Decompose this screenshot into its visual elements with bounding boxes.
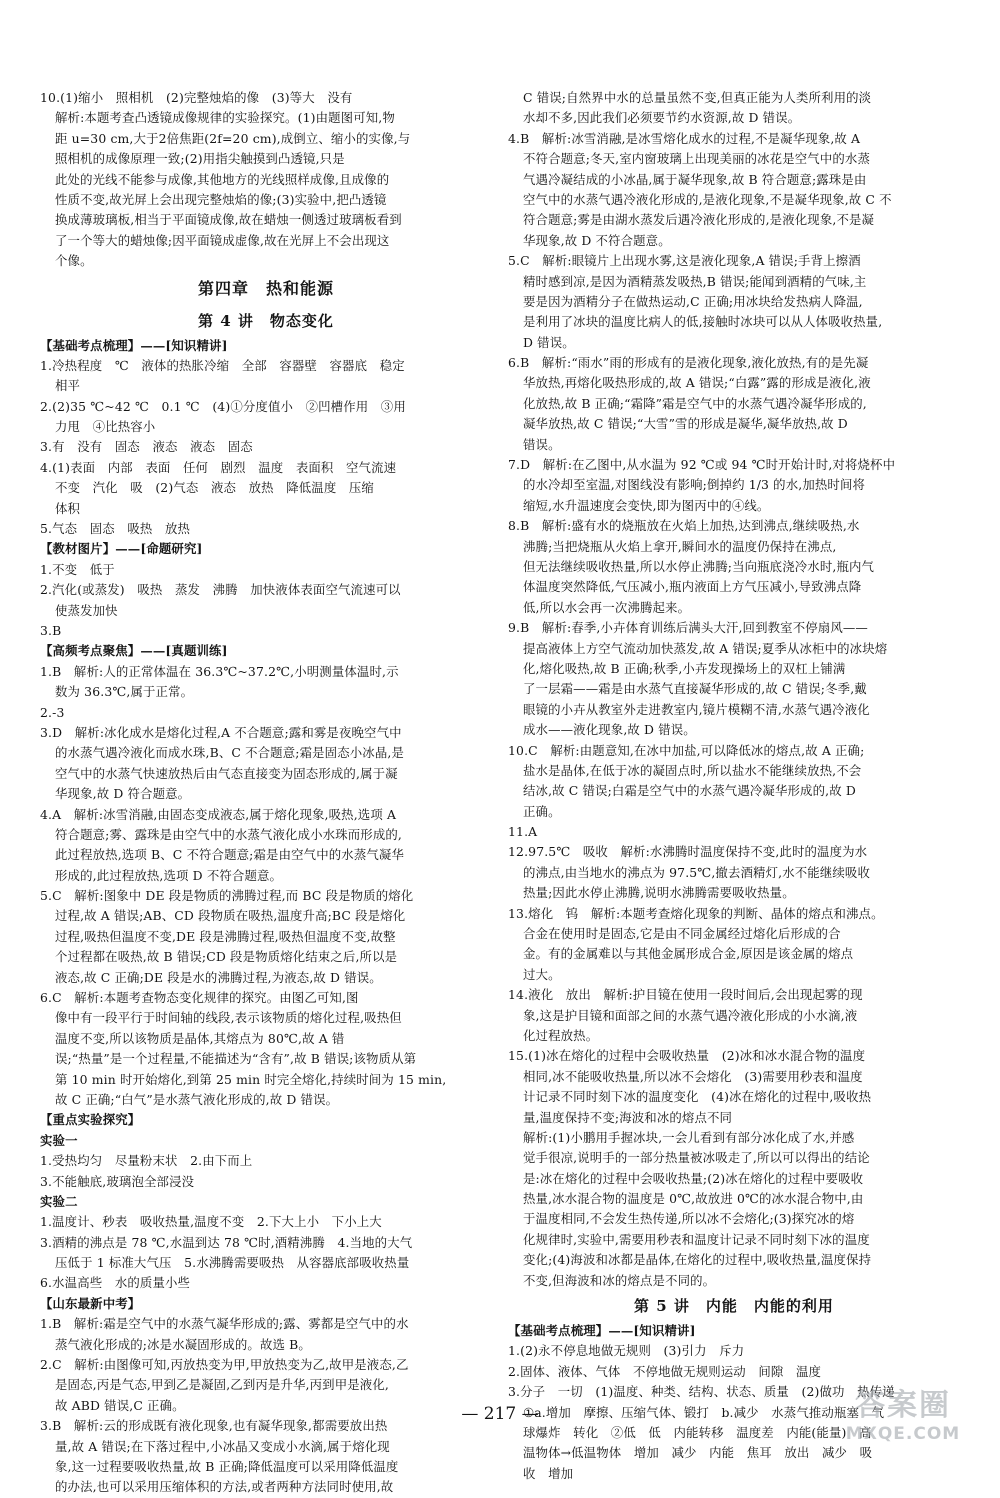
text-line: 1.B 解析:霜是空气中的水蒸气凝华形成的;露、雾都是空气中的水 [40, 1316, 409, 1332]
text-line: 低,所以水会再一次沸腾起来。 [523, 599, 691, 615]
text-line: 8.B 解析:盛有水的烧瓶放在火焰上加热,达到沸点,继续吸热,水 [508, 518, 860, 534]
text-line: 了一个等大的蜡烛像;因平面镜成虚像,故在光屏上不会出现这 [55, 232, 390, 248]
text-line: 6.B 解析:“雨水”雨的形成有的是液化现象,液化放热,有的是先凝 [508, 355, 869, 371]
text-line: 是固态,丙是气态,甲到乙是凝固,乙到丙是升华,丙到甲是液化, [55, 1377, 389, 1393]
text-line: 【基础考点梳理】——[知识精讲] [40, 337, 228, 353]
text-line: 球爆炸 转化 ②低 低 内能转移 温度差 内能(能量) 高 [523, 1425, 872, 1440]
text-line: 11.A [508, 824, 538, 840]
text-line: 的水冷却至室温,对图线没有影响;倒掉约 1/3 的水,加热时间将 [523, 477, 866, 493]
text-line: 1.受热均匀 尽量粉末状 2.由下而上 [40, 1153, 253, 1169]
left-column [40, 88, 492, 1498]
text-line: 5.C 解析:图象中 DE 段是物质的沸腾过程,而 BC 段是物质的熔化 [40, 888, 414, 904]
text-line: 是利用了冰块的温度比病人的低,接触时冰块可以从人体吸收热量, [523, 314, 883, 330]
text-line: 1.(2)永不停息地做无规则 (3)引力 斥力 [508, 1343, 745, 1359]
text-line: 4.B 解析:冰雪消融,是冰雪熔化成水的过程,不是凝华现象,故 A [508, 130, 861, 146]
text-line: 空气中的水蒸气遇冷液化形成的,是液化现象,不是凝华现象,故 C 不 [523, 191, 892, 207]
text-line: 蒸气液化形成的;冰是水凝固形成的。故选 B。 [55, 1336, 311, 1352]
text-line: 3.D 解析:冰化成水是熔化过程,A 不合题意;露和雾是夜晚空气中 [40, 724, 402, 740]
text-line: 3.B 解析:云的形成既有液化现象,也有凝华现象,都需要放出热 [40, 1418, 388, 1434]
text-line: 10.C 解析:由题意知,在冰中加盐,可以降低冰的熔点,故 A 正确; [508, 742, 865, 758]
text-line: 化放热,故 B 正确;“霜降”霜是空气中的水蒸气遇冷凝华形成的, [523, 395, 867, 411]
text-line: 错误。 [523, 436, 561, 452]
text-line: 不变 汽化 吸 (2)气态 液态 放热 降低温度 压缩 [55, 480, 374, 496]
text-line: 1.不变 低于 [40, 561, 115, 577]
text-line: 个过程都在吸热,故 B 错误;CD 段是物质熔化结束之后,所以是 [55, 949, 398, 965]
right-column [508, 88, 960, 1484]
text-line: 是:冰在熔化的过程中会吸收热量;(2)冰在熔化的过程中要吸收 [523, 1170, 864, 1186]
text-line: 了一层霜——霜是由水蒸气直接凝华形成的,故 C 错误;冬季,戴 [523, 681, 867, 697]
text-line: 【高频考点聚焦】——[真题训练] [40, 643, 228, 659]
text-line: 1.冷热程度 ℃ 液体的热胀冷缩 全部 容器壁 容器底 稳定 [40, 357, 405, 373]
text-line: 化,熔化吸热,故 B 正确;秋季,小卉发现操场上的双杠上铺满 [523, 660, 846, 676]
text-line: 成水——液化现象,故 D 错误。 [523, 722, 696, 738]
watermark-logo [828, 1388, 978, 1448]
text-line: 第 10 min 时开始熔化,到第 25 min 时完全熔化,持续时间为 15 min, [55, 1071, 447, 1087]
text-line: 变化;(4)海波和冰都是晶体,在熔化的过程中,吸收热量,温度保持 [523, 1252, 872, 1268]
text-line: 使蒸发加快 [55, 602, 118, 618]
text-line: 化规律时,实验中,需要用秒表和温度计记录不同时刻下冰的温度 [523, 1231, 870, 1247]
text-line: 眼镜的小卉从教室外走进教室内,镜片模糊不清,水蒸气遇冷液化 [523, 701, 870, 717]
text-line: 数为 36.3℃,属于正常。 [55, 684, 194, 700]
text-line: 不符合题意;冬天,室内窗玻璃上出现美丽的冰花是空气中的水蒸 [523, 151, 871, 167]
section-heading: 第四章 热和能源 [197, 278, 334, 298]
text-line: 13.熔化 钨 解析:本题考查熔化现象的判断、晶体的熔点和沸点。 [508, 905, 884, 921]
text-line: 1.温度计、秒表 吸收热量,温度不变 2.下大上小 下小上大 [40, 1214, 382, 1230]
text-line: 解析:本题考查凸透镜成像规律的实验探究。(1)由题图可知,物 [55, 110, 395, 126]
text-line: 结冰,故 C 错误;白霜是空气中的水蒸气遇冷凝华形成的,故 D [523, 783, 856, 799]
text-line: 实验一 [40, 1132, 78, 1148]
text-line: 过程,吸热但温度不变,DE 段是沸腾过程,吸热但温度不变,故整 [55, 928, 396, 944]
text-line: 象,这一过程要吸收热量,故 B 正确;降低温度可以采用降低温度 [55, 1459, 399, 1474]
text-line: 距 u=30 cm,大于2倍焦距(2f=20 cm),成倒立、缩小的实像,与 [55, 130, 411, 146]
text-line: 7.D 解析:在乙图中,从水温为 92 ℃或 94 ℃时开始计时,对将烧杯中 [508, 457, 896, 473]
watermark-text: 答案圈 [855, 1388, 951, 1423]
text-line: 解析:(1)小鹏用手握冰块,一会儿看到有部分冰化成了水,并感 [523, 1129, 855, 1145]
text-line: 2.汽化(或蒸发) 吸热 蒸发 沸腾 加快液体表面空气流速可以 [40, 582, 401, 598]
text-line: 【山东最新中考】 [40, 1295, 141, 1311]
text-line: 凝华放热,故 C 错误;“大雪”雪的形成是凝华,凝华放热,故 D [523, 416, 848, 432]
text-line: 换成薄玻璃板,相当于平面镜成像,故在蜡烛一侧透过玻璃板看到 [55, 212, 402, 228]
text-line: 3.分子 一切 (1)温度、种类、结构、状态、质量 (2)做功 热传递 [508, 1384, 895, 1400]
text-line: 5.气态 固态 吸热 放热 [40, 521, 191, 537]
text-line: 热量;因此水停止沸腾,说明水沸腾需要吸收热量。 [523, 885, 795, 901]
text-line: 此处的光线不能参与成像,其他地方的光线照样成像,且成像的 [55, 171, 390, 187]
text-line: 9.B 解析:春季,小卉体育训练后满头大汗,回到教室不停扇风—— [508, 620, 868, 636]
text-line: 合金在使用时是固态,它是由不同金属经过熔化后形成的合 [523, 926, 841, 942]
text-line: 12.97.5℃ 吸收 解析:水沸腾时温度保持不变,此时的温度为水 [508, 844, 868, 860]
text-line: 10.(1)缩小 照相机 (2)完整烛焰的像 (3)等大 没有 [40, 90, 353, 105]
text-line: 温物体→低温物体 增加 减少 内能 焦耳 放出 减少 吸 [523, 1445, 873, 1461]
text-line: 相平 [55, 378, 81, 394]
page-number: — 217 — [461, 1404, 539, 1424]
text-line: 14.液化 放出 解析:护目镜在使用一段时间后,会出现起雾的现 [508, 987, 863, 1003]
text-line: 1.B 解析:人的正常体温在 36.3℃~37.2℃,小明测量体温时,示 [40, 663, 399, 679]
text-line: 过大。 [523, 966, 561, 982]
text-line: 3.酒精的沸点是 78 ℃,水温到达 78 ℃时,酒精沸腾 4.当地的大气 [40, 1234, 413, 1250]
text-line: 【基础考点梳理】——[知识精讲] [508, 1323, 696, 1339]
text-line: 象,这是护目镜和面部之间的水蒸气遇冷液化形成的小水滴,液 [523, 1007, 858, 1023]
text-line: D 错误。 [523, 334, 575, 350]
text-line: 5.C 解析:眼镜片上出现水雾,这是液化现象,A 错误;手背上擦酒 [508, 253, 861, 269]
text-line: 照相机的成像原理一致;(2)用指尖触摸到凸透镜,只是 [55, 151, 345, 167]
text-line: 2.C 解析:由图像可知,丙放热变为甲,甲放热变为乙,故甲是液态,乙 [40, 1357, 409, 1373]
text-line: 于温度相同,不会发生热传递,所以冰不会熔化;(3)探究冰的熔 [523, 1211, 855, 1227]
text-line: 空气中的水蒸气快速放热后由气态直接变为固态形成的,属于凝 [55, 765, 398, 781]
text-line: 2.(2)35 ℃~42 ℃ 0.1 ℃ (4)①分度值小 ②凹槽作用 ③用 [40, 398, 406, 414]
text-line: 不变,但海波和冰的熔点是不同的。 [523, 1272, 716, 1288]
text-line: 4.A 解析:冰雪消融,由固态变成液态,属于熔化现象,吸热,选项 A [40, 806, 397, 822]
text-line: 液态,故 C 正确;DE 段是水的沸腾过程,为液态,故 D 错误。 [55, 969, 382, 985]
text-line: 力甩 ④比热容小 [55, 419, 156, 435]
text-line: C 错误;自然界中水的总量虽然不变,但真正能为人类所利用的淡 [523, 90, 872, 105]
text-line: 15.(1)冰在熔化的过程中会吸收热量 (2)冰和冰水混合物的温度 [508, 1048, 866, 1064]
text-line: 沸腾;当把烧瓶从火焰上拿开,瞬间水的温度仍保持在沸点, [523, 538, 837, 554]
text-line: 2.-3 [40, 704, 65, 720]
section-heading: 第 5 讲 内能 内能的利用 [634, 1297, 834, 1316]
section-heading: 第 4 讲 物态变化 [198, 311, 334, 330]
text-line: 实验二 [40, 1193, 78, 1209]
text-line: 计记录不同时刻下冰的温度变化 (4)冰在熔化的过程中,吸收热 [523, 1089, 872, 1105]
text-line: ①a.增加 摩擦、压缩气体、锻打 b.减少 水蒸气推动瓶塞 气 [523, 1404, 885, 1420]
text-line: 华放热,再熔化吸热形成的,故 A 错误;“白露”露的形成是液化,液 [523, 375, 871, 391]
text-line: 2.固体、液体、气体 不停地做无规则运动 间隙 温度 [508, 1363, 822, 1379]
text-line: 符合题意;雾、露珠是由空气中的水蒸气液化成小水珠而形成的, [55, 826, 403, 842]
text-line: 6.水温高些 水的质量小些 [40, 1275, 191, 1291]
text-line: 热量,冰水混合物的温度是 0℃,故放进 0℃的冰水混合物中,由 [523, 1191, 864, 1207]
text-line: 精时感到凉,是因为酒精蒸发吸热,B 错误;能闻到酒精的气味,主 [523, 273, 867, 289]
text-line: 量,温度保持不变;海波和冰的熔点不同 [523, 1109, 733, 1125]
text-line: 【重点实验探究】 [40, 1112, 141, 1128]
text-line: 气遇冷凝结成的小冰晶,属于凝华现象,故 B 符合题意;露珠是由 [523, 171, 867, 187]
text-line: 的水蒸气遇冷液化而成水珠,B、C 不合题意;霜是固态小冰晶,是 [55, 745, 404, 761]
watermark-url: MXQE.COM [845, 1424, 961, 1444]
text-line: 但无法继续吸收热量,所以水停止沸腾;当向瓶底浇冷水时,瓶内气 [523, 558, 875, 574]
text-line: 温度不变,所以该物质是晶体,其熔点为 80℃,故 A 错 [55, 1030, 345, 1046]
text-line: 此过程放热,选项 B、C 不符合题意;霜是由空气中的水蒸气凝华 [55, 847, 404, 863]
text-line: 正确。 [523, 803, 561, 819]
text-line: 体积 [55, 500, 81, 516]
text-line: 华现象,故 D 符合题意。 [55, 786, 191, 802]
text-line: 像中有一段平行于时间轴的线段,表示该物质的熔化过程,吸热但 [55, 1010, 402, 1026]
text-line: 误;“热量”是一个过程量,不能描述为“含有”,故 B 错误;该物质从第 [55, 1051, 417, 1067]
text-line: 提高液体上方空气流动加快蒸发,故 A 错误;夏季从冰柜中的冰块熔 [523, 640, 888, 656]
text-line: 的沸点,由当地水的沸点为 97.5℃,撤去酒精灯,水不能继续吸收 [523, 864, 870, 880]
text-line: 的办法,也可以采用压缩体积的方法,或者两种方法同时使用,故 [55, 1479, 394, 1495]
text-line: 量,故 A 错误;在下落过程中,小冰晶又变成小水滴,属于熔化现 [55, 1438, 390, 1454]
text-line: 个像。 [55, 253, 93, 269]
text-line: 华现象,故 D 不符合题意。 [523, 232, 671, 248]
text-line: 性质不变,故光屏上会出现完整烛焰的像;(3)实验中,把凸透镜 [55, 191, 387, 207]
text-line: 缩短,水升温速度会变快,即为图丙中的④线。 [523, 497, 770, 513]
text-line: 3.不能触底,玻璃泡全部浸没 [40, 1173, 195, 1189]
text-line: 6.C 解析:本题考查物态变化规律的探究。由图乙可知,图 [40, 990, 359, 1006]
text-line: 相同,冰不能吸收热量,所以冰不会熔化 (3)需要用秒表和温度 [523, 1068, 863, 1084]
text-line: 3.B [40, 622, 62, 638]
text-line: 4.(1)表面 内部 表面 任何 剧烈 温度 表面积 空气流速 [40, 459, 397, 475]
text-line: 水却不多,因此我们必须要节约水资源,故 D 错误。 [523, 110, 801, 126]
text-line: 压低于 1 标准大气压 5.水沸腾需要吸热 从容器底部吸收热量 [55, 1255, 410, 1271]
text-line: 故 C 正确;“白气”是水蒸气液化形成的,故 D 错误。 [55, 1091, 339, 1107]
text-line: 化过程放热。 [523, 1027, 599, 1043]
text-line: 盐水是晶体,在低于冰的凝固点时,所以盐水不能继续放热,不会 [523, 762, 862, 778]
text-line: 收 增加 [523, 1465, 574, 1481]
text-line: 【教材图片】——[命题研究] [40, 541, 203, 557]
text-line: 故 ABD 错误,C 正确。 [55, 1397, 185, 1413]
text-line: 形成的,此过程放热,选项 D 不符合题意。 [55, 867, 283, 883]
text-line: 过程,故 A 错误;AB、CD 段物质在吸热,温度升高;BC 段是熔化 [55, 908, 406, 924]
text-line: 金。有的金属难以与其他金属形成合金,原因是该金属的熔点 [523, 946, 854, 962]
text-line: 要是因为酒精分子在做热运动,C 正确;用冰块给发热病人降温, [523, 293, 863, 309]
text-line: 体温度突然降低,气压减小,瓶内液面上方气压减小,导致沸点降 [523, 579, 862, 595]
text-line: 符合题意;雾是由湖水蒸发后遇冷液化形成的,是液化现象,不是凝 [523, 212, 875, 228]
text-line: 觉手很凉,说明手的一部分热量被冰吸走了,所以可以得出的结论 [523, 1150, 870, 1166]
text-line: 3.有 没有 固态 液态 液态 固态 [40, 439, 253, 455]
